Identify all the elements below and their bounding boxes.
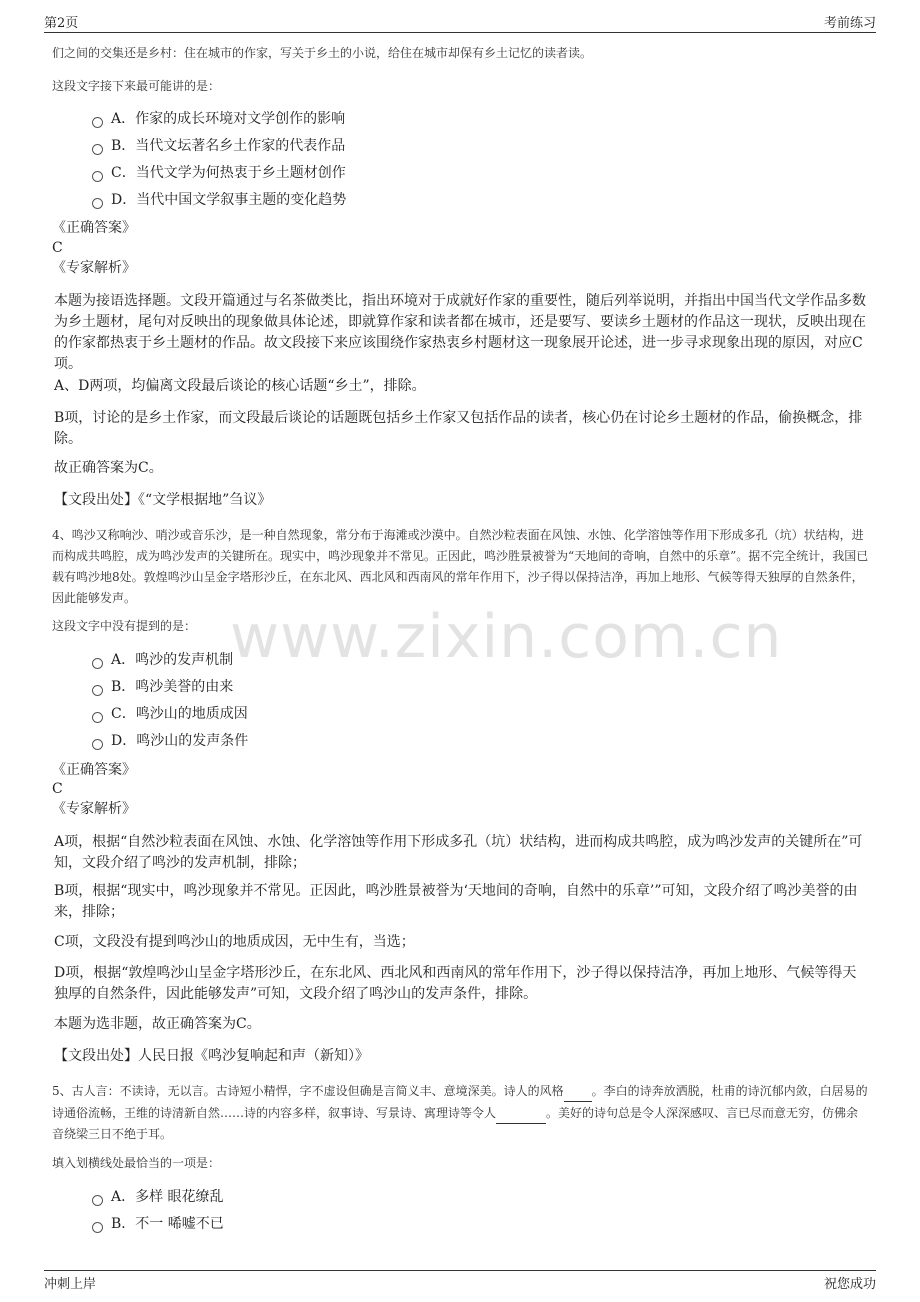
q3-stem: 这段文字接下来最可能讲的是： — [52, 79, 221, 93]
footer-right: 祝您成功 — [823, 1277, 876, 1292]
page-number: 第2页 — [44, 16, 79, 31]
q4-stem: 这段文字中没有提到的是： — [52, 619, 197, 633]
q3-analysis-p4: 故正确答案为C。 — [54, 460, 163, 476]
q4-analysis-p1: A项，根据“自然沙粒表面在风蚀、水蚀、化学溶蚀等作用下形成多孔（坑）状结构，进而构成共鸣腔，成为鸣沙发声的关键所在”可知，文段介绍了鸣沙的发声机制，排除； — [54, 834, 863, 871]
q3-analysis-p2: A、D两项，均偏离文段最后谈论的核心话题“乡土”，排除。 — [54, 378, 426, 394]
q3-option-d[interactable]: D．当代中国文学叙事主题的变化趋势 — [92, 190, 346, 210]
radio-icon[interactable] — [92, 658, 103, 669]
radio-icon[interactable] — [92, 198, 103, 209]
blank-2 — [496, 1102, 546, 1124]
q4-analysis-p3: C项，文段没有提到鸣沙山的地质成因，无中生有，当选； — [54, 934, 415, 950]
q5-option-a[interactable]: A．多样 眼花缭乱 — [92, 1187, 224, 1207]
q3-answer-label: 《正确答案》 — [52, 220, 136, 236]
q3-passage-tail: 们之间的交集还是乡村：住在城市的作家，写关于乡土的小说，给住在城市却保有乡土记忆的读者读。 — [52, 46, 593, 60]
q3-analysis-p3: B项，讨论的是乡土作家，而文段最后谈论的话题既包括乡土作家又包括作品的读者，核心仍在讨论乡土题材的作品，偷换概念，排除。 — [54, 410, 863, 447]
radio-icon[interactable] — [92, 171, 103, 182]
radio-icon[interactable] — [92, 685, 103, 696]
page-footer — [44, 1270, 876, 1293]
q3-analysis-label: 《专家解析》 — [52, 260, 136, 276]
radio-icon[interactable] — [92, 144, 103, 155]
q4-analysis-p4: D项，根据“敦煌鸣沙山呈金字塔形沙丘，在东北风、西北风和西南风的常年作用下，沙子得以保持洁净，再加上地形、气候等得天独厚的自然条件，因此能够发声”可知，文段介绍了鸣沙山的发声条件，排除。 — [54, 965, 857, 1002]
q4-analysis-p2: B项，根据“现实中，鸣沙现象并不常见。正因此，鸣沙胜景被誉为‘天地间的奇响，自然中的乐章’”可知，文段介绍了鸣沙美誉的由来，排除； — [54, 883, 858, 920]
blank-1 — [564, 1080, 592, 1102]
q3-option-b[interactable]: B．当代文坛著名乡土作家的代表作品 — [92, 136, 345, 156]
q3-option-c[interactable]: C．当代文学为何热衷于乡土题材创作 — [92, 163, 346, 183]
q4-option-d[interactable]: D．鸣沙山的发声条件 — [92, 731, 248, 751]
q4-answer: C — [52, 781, 63, 797]
q3-analysis-p1: 本题为接语选择题。文段开篇通过与名茶做类比，指出环境对于成就好作家的重要性，随后列举说明，并指出中国当代文学作品多数为乡土题材，尾句对反映出的现象做具体论述，即就算作家和读者都在城市，还是要写、要读乡土题材的作品这一现状，反映出现在的作家都热衷于乡土题材的作品。故文段接下来应该围绕作家热衷乡村题材这一现象展开论述，进一步寻求现象出现的原因，对应C项。 — [54, 293, 866, 372]
q5-stem: 填入划横线处最恰当的一项是： — [52, 1156, 221, 1170]
q3-option-a[interactable]: A．作家的成长环境对文学创作的影响 — [92, 109, 345, 129]
page-header — [44, 10, 876, 33]
q4-passage: 4、鸣沙又称响沙、哨沙或音乐沙，是一种自然现象，常分布于海滩或沙漠中。自然沙粒表面在风蚀、水蚀、化学溶蚀等作用下形成多孔（坑）状结构，进而构成共鸣腔，成为鸣沙发声的关键所在。现实中，鸣沙现象并不常见。正因此，鸣沙胜景被誉为“天地间的奇响，自然中的乐章”。据不完全统计，我国已载有鸣沙地8处。敦煌鸣沙山呈金字塔形沙丘，在东北风、西北风和西南风的常年作用下，沙子得以保持洁净，再加上地形、气候等得天独厚的自然条件，因此能够发声。 — [52, 528, 869, 605]
radio-icon[interactable] — [92, 1195, 103, 1206]
q4-option-a[interactable]: A．鸣沙的发声机制 — [92, 650, 233, 670]
q5-passage: 5、古人言：不读诗，无以言。古诗短小精悍，字不虚设但确是言简义丰、意境深美。诗人的风格 。李白的诗奔放洒脱，杜甫的诗沉郁内敛，白居易的诗通俗流畅，王维的诗清新自然……诗的内容多样，叙事诗、写景诗、寓理诗等令人 。美好的诗句总是令人深深感叹、言已尽而意无穷，仿佛余音绕梁三日不绝于耳。 — [52, 1080, 870, 1145]
q4-source: 【文段出处】人民日报《鸣沙复响起和声（新知）》 — [54, 1048, 369, 1064]
header-title: 考前练习 — [823, 16, 876, 31]
radio-icon[interactable] — [92, 739, 103, 750]
q3-source: 【文段出处】《“文学根据地”刍议》 — [54, 492, 272, 508]
radio-icon[interactable] — [92, 712, 103, 723]
footer-left: 冲刺上岸 — [44, 1277, 97, 1292]
radio-icon[interactable] — [92, 117, 103, 128]
q4-analysis-p5: 本题为选非题，故正确答案为C。 — [54, 1016, 261, 1032]
q4-option-b[interactable]: B．鸣沙美誉的由来 — [92, 677, 233, 697]
q4-option-c[interactable]: C．鸣沙山的地质成因 — [92, 704, 248, 724]
radio-icon[interactable] — [92, 1222, 103, 1233]
q4-answer-label: 《正确答案》 — [52, 762, 136, 778]
q5-option-b[interactable]: B．不一 唏嘘不已 — [92, 1214, 224, 1234]
q4-analysis-label: 《专家解析》 — [52, 801, 136, 817]
watermark: www.zixin.com.cn — [230, 602, 783, 672]
q3-answer: C — [52, 240, 63, 256]
